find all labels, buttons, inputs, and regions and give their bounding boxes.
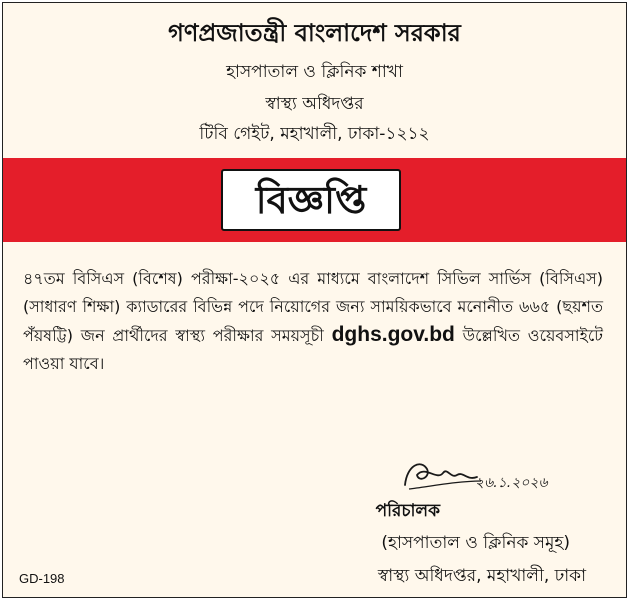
notice-document: [2, 2, 627, 598]
signature-image: [397, 451, 567, 501]
signatory-department: (হাসপাতাল ও ক্লিনিক সমূহ): [381, 533, 570, 553]
directorate-name: স্বাস্থ্য অধিদপ্তর: [265, 94, 364, 114]
office-address: টিবি গেইট, মহাখালী, ঢাকা-১২১২: [199, 124, 430, 144]
signatory-office: স্বাস্থ্য অধিদপ্তর, মহাখালী, ঢাকা: [377, 566, 586, 586]
section-name: হাসপাতাল ও ক্লিনিক শাখা: [226, 62, 403, 82]
notice-body: [23, 265, 603, 378]
website-link[interactable]: dghs.gov.bd: [331, 323, 455, 346]
notice-banner: [3, 158, 626, 242]
signature-date: ২৬.১.২০২৬: [475, 475, 548, 491]
government-title: গণপ্রজাতন্ত্রী বাংলাদেশ সরকার: [168, 19, 461, 47]
signatory-title: পরিচালক: [375, 501, 440, 521]
notice-heading: বিজ্ঞপ্তি: [221, 169, 401, 231]
notice-text-part1: ৪৭তম বিসিএস (বিশেষ) পরীক্ষা-২০২৫ এর মাধ্যমে বাংলাদেশ সিভিল সার্ভিস (বিসিএস) (সাধারণ শিক্ষা) ক্যাডারের বিভিন্ন পদে নিয়োগের জন্য সাময়িকভাবে মনোনীত ৬৬৫ (ছয়শত পঁয়ষট্টি) জন প্রার্থীদের স্বাস্থ্য পরীক্ষার সময়সূচী: [23, 269, 603, 345]
notice-text-part2: উল্লেখিত ওয়েবসাইটে পাওয়া যাবে।: [23, 326, 604, 373]
gd-code: GD-198: [19, 571, 65, 586]
notice-header: [3, 3, 626, 158]
